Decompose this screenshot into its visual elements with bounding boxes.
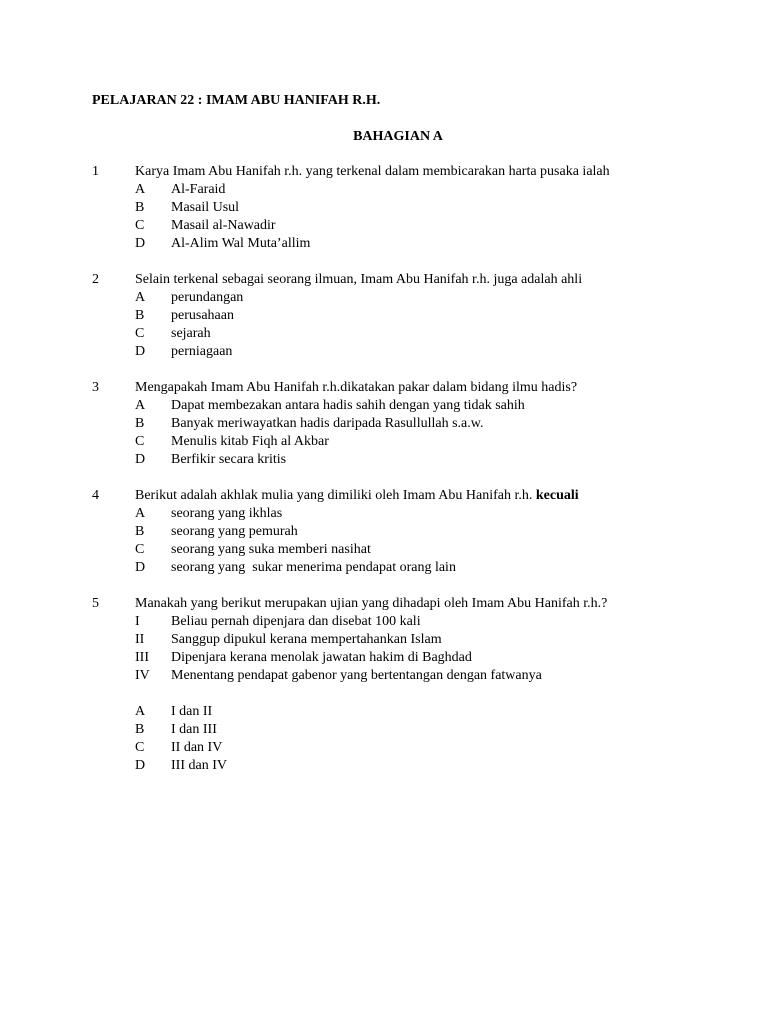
question-stem-emphasis: kecuali	[535, 488, 579, 503]
statement-numeral: IV	[135, 668, 150, 683]
option-letter: C	[135, 740, 145, 755]
option-b	[92, 721, 732, 739]
option-a	[92, 181, 732, 199]
option-c	[92, 217, 732, 235]
option-text: seorang yang suka memberi nasihat	[171, 542, 371, 557]
option-text: Menulis kitab Fiqh al Akbar	[171, 434, 329, 449]
option-a	[92, 703, 732, 721]
option-text: seorang yang pemurah	[171, 524, 298, 539]
option-letter: C	[135, 326, 145, 341]
statement-numeral: I	[135, 614, 140, 629]
option-text: Berfikir secara kritis	[171, 452, 287, 467]
option-b	[92, 415, 732, 433]
option-d	[92, 451, 732, 469]
question-stem-text: Berikut adalah akhlak mulia yang dimiliki oleh Imam Abu Hanifah r.h.	[135, 488, 533, 503]
question-stem: Mengapakah Imam Abu Hanifah r.h.dikatakan pakar dalam bidang ilmu hadis?	[135, 380, 578, 395]
option-letter: B	[135, 416, 145, 431]
option-text: I dan II	[171, 704, 213, 719]
option-a	[92, 289, 732, 307]
section-heading: BAHAGIAN A	[353, 129, 443, 144]
question-2	[92, 271, 732, 361]
question-stem: Karya Imam Abu Hanifah r.h. yang terkenal dalam membicarakan harta pusaka ialah	[135, 164, 610, 179]
statement-text: Beliau pernah dipenjara dan disebat 100 kali	[171, 614, 421, 629]
question-list	[92, 163, 732, 793]
option-letter: A	[135, 182, 146, 197]
option-letter: A	[135, 704, 146, 719]
option-d	[92, 343, 732, 361]
option-text: Masail Usul	[171, 200, 240, 215]
question-number: 5	[92, 596, 99, 611]
statement-text: Sanggup dipukul kerana mempertahankan Islam	[171, 632, 442, 647]
question-5	[92, 595, 732, 775]
option-letter: D	[135, 560, 146, 575]
option-c	[92, 739, 732, 757]
question-number: 4	[92, 488, 99, 503]
option-text: Al-Alim Wal Muta’allim	[171, 236, 311, 251]
option-letter: B	[135, 308, 145, 323]
option-letter: D	[135, 758, 146, 773]
spacer	[92, 685, 732, 703]
option-text: Dapat membezakan antara hadis sahih dengan yang tidak sahih	[171, 398, 525, 413]
question-3	[92, 379, 732, 469]
option-letter: D	[135, 452, 146, 467]
question-4	[92, 487, 732, 577]
question-stem: Selain terkenal sebagai seorang ilmuan, Imam Abu Hanifah r.h. juga adalah ahli	[135, 272, 583, 287]
option-d	[92, 559, 732, 577]
question-stem: Manakah yang berikut merupakan ujian yang dihadapi oleh Imam Abu Hanifah r.h.?	[135, 596, 608, 611]
statement-numeral: III	[135, 650, 149, 665]
question-stem	[135, 487, 579, 505]
statement-i	[92, 613, 732, 631]
question-number: 3	[92, 380, 99, 395]
option-text: perusahaan	[171, 308, 234, 323]
question-1	[92, 163, 732, 253]
question-number: 2	[92, 272, 99, 287]
option-letter: C	[135, 434, 145, 449]
option-c	[92, 541, 732, 559]
option-letter: B	[135, 524, 145, 539]
option-c	[92, 325, 732, 343]
statement-iv	[92, 667, 732, 685]
option-text: seorang yang sukar menerima pendapat orang lain	[171, 560, 456, 575]
question-number: 1	[92, 164, 99, 179]
option-letter: C	[135, 542, 145, 557]
option-text: I dan III	[171, 722, 217, 737]
option-c	[92, 433, 732, 451]
option-letter: B	[135, 200, 145, 215]
option-text: sejarah	[171, 326, 211, 341]
lesson-title: PELAJARAN 22 : IMAM ABU HANIFAH R.H.	[92, 93, 381, 108]
option-text: seorang yang ikhlas	[171, 506, 283, 521]
option-b	[92, 523, 732, 541]
option-text: Masail al-Nawadir	[171, 218, 276, 233]
statement-text: Menentang pendapat gabenor yang bertentangan dengan fatwanya	[171, 668, 542, 683]
option-text: perundangan	[171, 290, 244, 305]
option-a	[92, 505, 732, 523]
option-text: Banyak meriwayatkan hadis daripada Rasullullah s.a.w.	[171, 416, 484, 431]
option-letter: D	[135, 344, 146, 359]
option-text: perniagaan	[171, 344, 233, 359]
option-letter: A	[135, 290, 146, 305]
option-b	[92, 199, 732, 217]
statement-iii	[92, 649, 732, 667]
option-text: Al-Faraid	[171, 182, 226, 197]
statement-text: Dipenjara kerana menolak jawatan hakim di Baghdad	[171, 650, 472, 665]
option-d	[92, 757, 732, 775]
statement-ii	[92, 631, 732, 649]
option-d	[92, 235, 732, 253]
option-letter: A	[135, 398, 146, 413]
option-letter: A	[135, 506, 146, 521]
option-letter: B	[135, 722, 145, 737]
statement-numeral: II	[135, 632, 145, 647]
option-b	[92, 307, 732, 325]
option-a	[92, 397, 732, 415]
option-letter: C	[135, 218, 145, 233]
option-text: II dan IV	[171, 740, 223, 755]
option-text: III dan IV	[171, 758, 227, 773]
option-letter: D	[135, 236, 146, 251]
